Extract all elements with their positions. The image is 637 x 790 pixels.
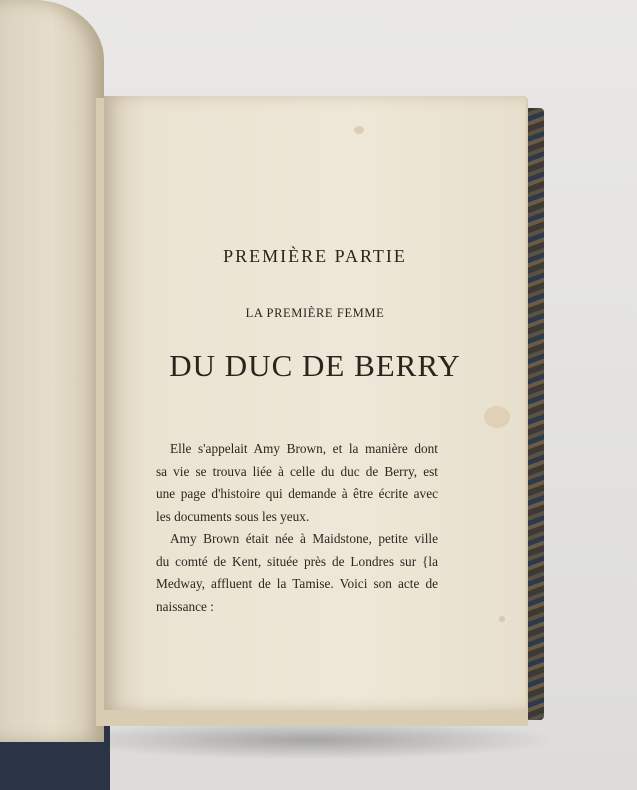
foxing-spot [484, 406, 510, 428]
book-shadow [60, 720, 560, 760]
chapter-subtitle: LA PREMIÈRE FEMME [245, 306, 385, 320]
text-line: une page d'histoire qui demande à être écrite avec [156, 486, 438, 501]
body-text [156, 438, 438, 618]
text-line: naissance : [156, 598, 214, 614]
text-line: les documents sous les yeux. [156, 508, 310, 524]
part-title: PREMIÈRE PARTIE [223, 246, 407, 266]
chapter-title: DU DUC DE BERRY [169, 348, 461, 383]
foxing-spot [354, 126, 364, 134]
left-page [0, 0, 104, 742]
text-line: du comté de Kent, située près de Londres sur {la [156, 553, 438, 569]
foxing-spot [499, 616, 505, 622]
text-line: Amy Brown était née à Maidstone, petite ville [170, 531, 438, 546]
text-line: sa vie se trouva liée à celle du duc de Berry, est [156, 463, 438, 479]
text-line: Elle s'appelait Amy Brown, et la manière dont [170, 441, 438, 456]
text-line: Medway, affluent de la Tamise. Voici son acte de [156, 576, 438, 591]
